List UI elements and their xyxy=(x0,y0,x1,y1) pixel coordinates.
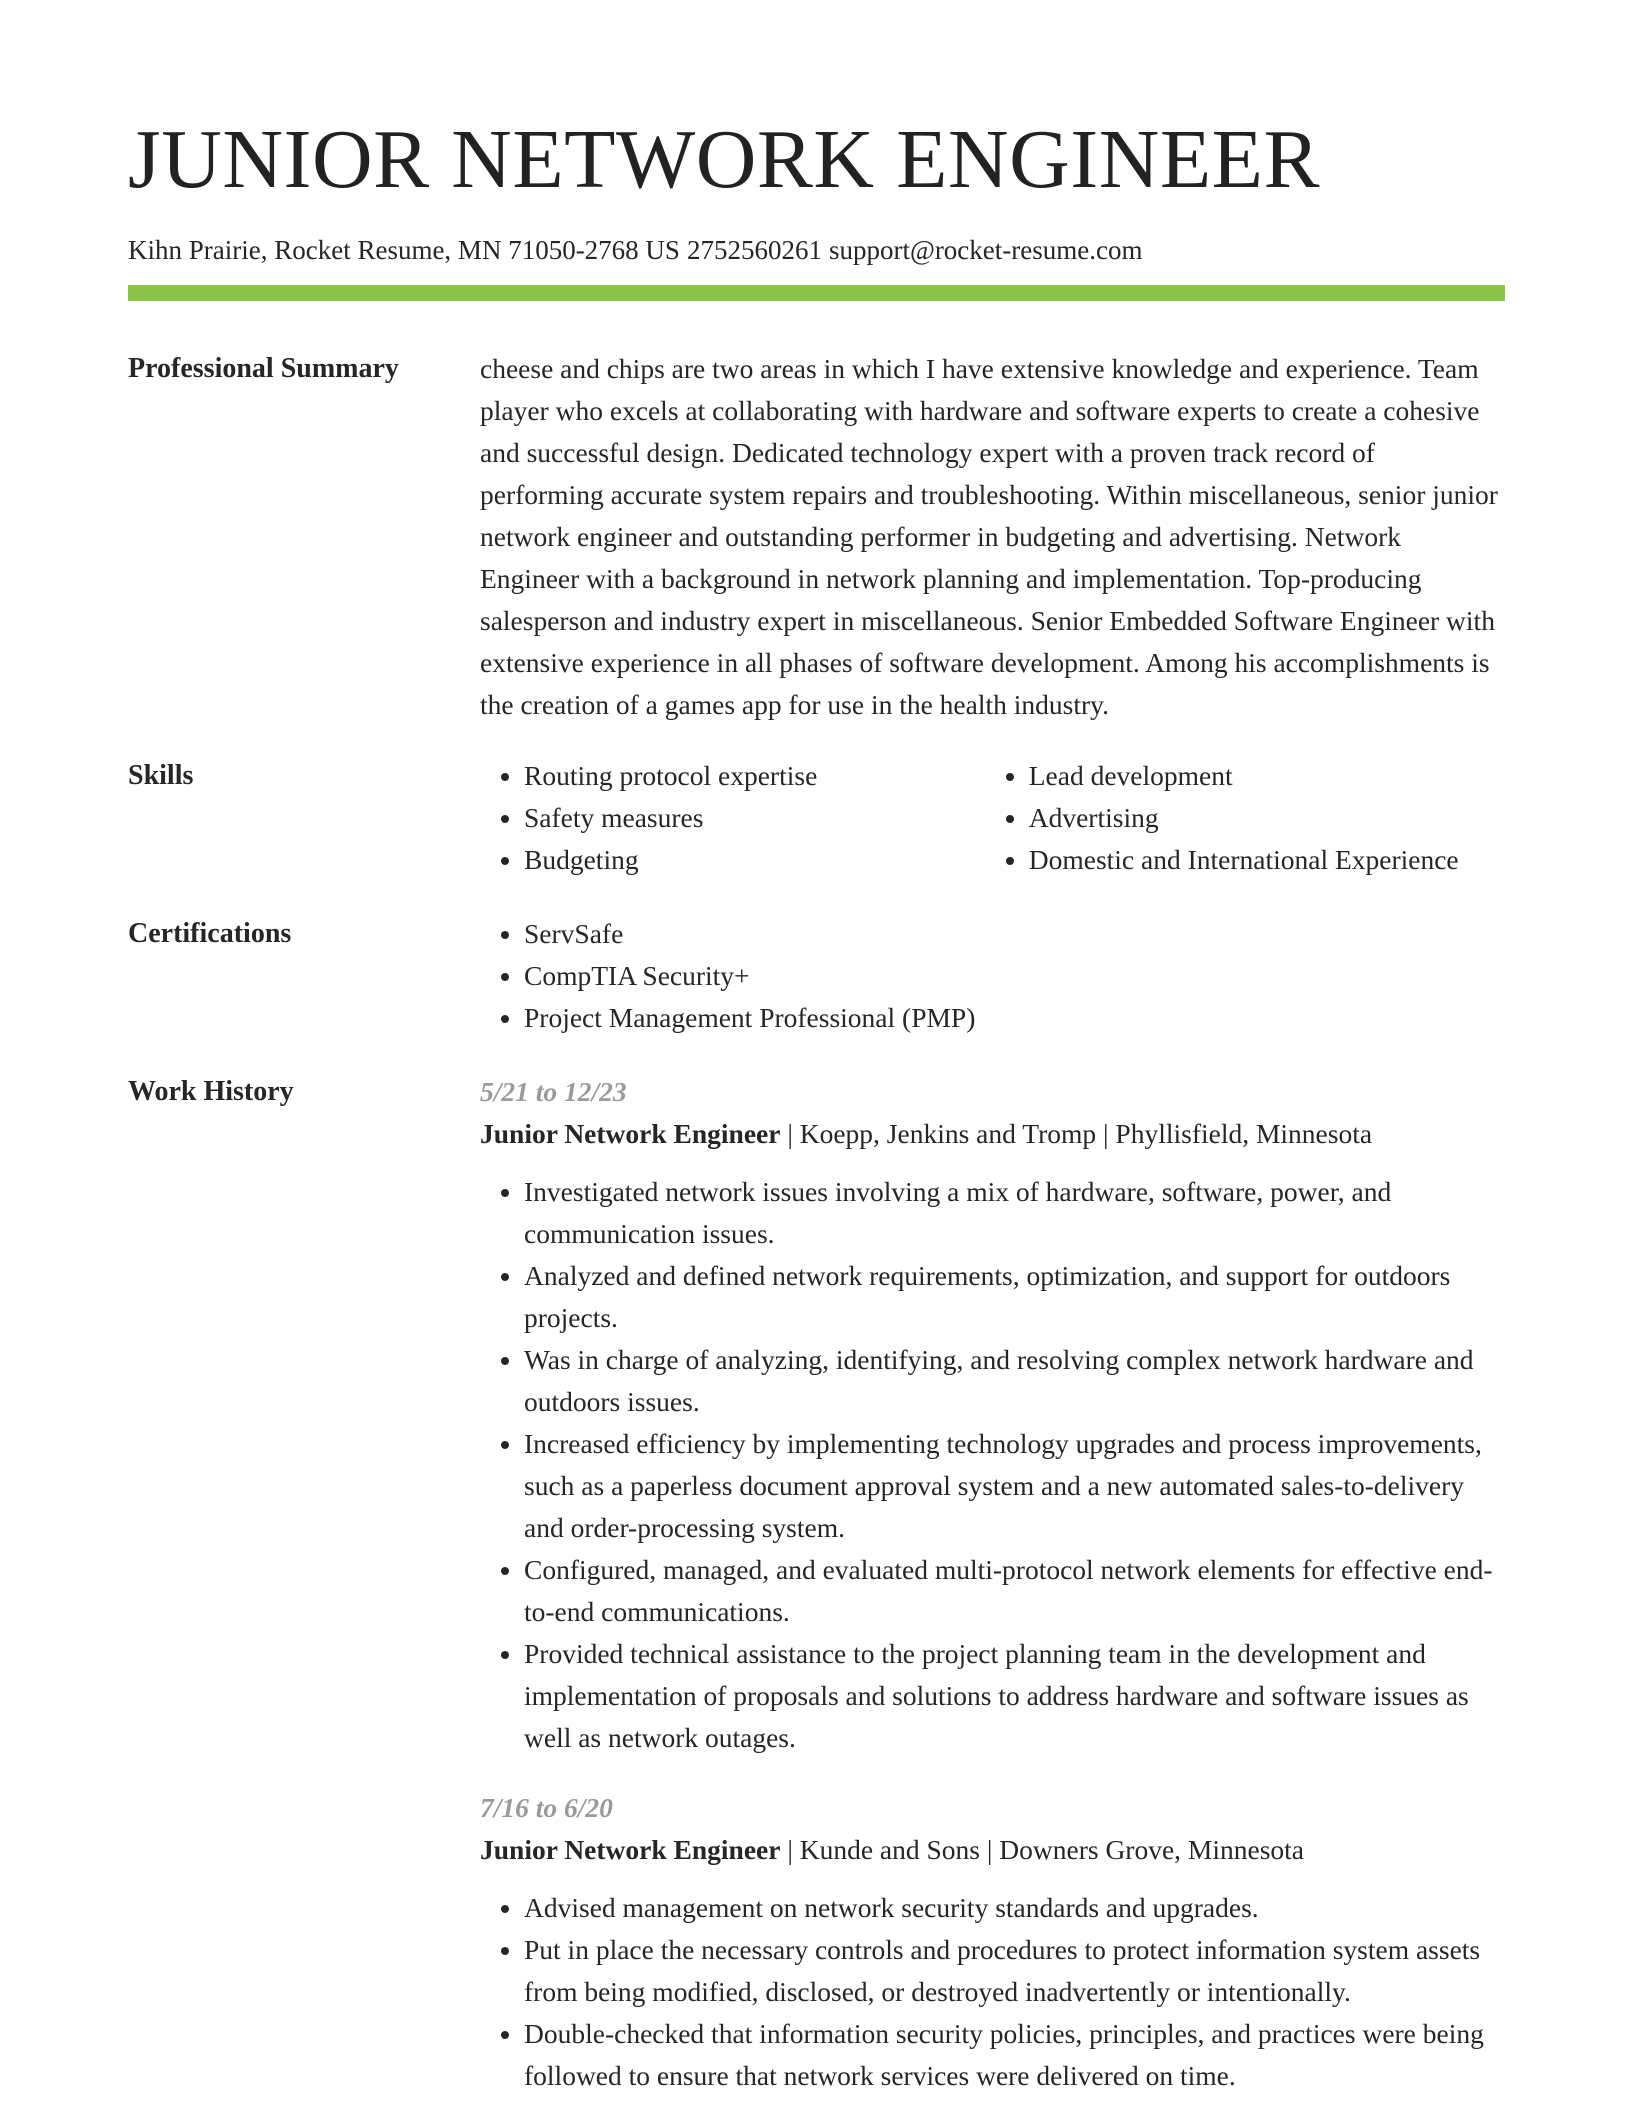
header-divider xyxy=(128,285,1505,301)
job-bullet: • Advised management on network security standards and upgrades. xyxy=(524,1887,1505,1929)
job-bullet: • Double-checked that information security policies, principles, and practices were being followed to ensure that network services were delivered on time. xyxy=(524,2013,1505,2097)
certification-item: • Project Management Professional (PMP) xyxy=(524,997,1505,1039)
skills-title: Skills xyxy=(128,760,194,791)
job-bullet: • Put in place the necessary controls and procedures to protect information system assets from being modified, disclosed, or destroyed inadvertently or intentionally. xyxy=(524,1929,1505,2013)
job-bullet: • Investigated network issues involving a mix of hardware, software, power, and communication issues. xyxy=(524,1171,1505,1255)
contact-address: Kihn Prairie, Rocket Resume, MN 71050-2768 US xyxy=(128,235,680,265)
skill-item: • Routing protocol expertise xyxy=(524,755,985,797)
job-bullet: • Analyzed and defined network requirements, optimization, and support for outdoors projects. xyxy=(524,1255,1505,1339)
certification-item: • ServSafe xyxy=(524,913,1505,955)
job-bullet: • Increased efficiency by implementing technology upgrades and process improvements, such as a paperless document approval system and a new automated sales-to-delivery and order-processing system. xyxy=(524,1423,1505,1549)
job-title: Junior Network Engineer xyxy=(480,1834,781,1865)
job-title: Junior Network Engineer xyxy=(480,1118,781,1149)
job-bullet: • Provided technical assistance to the project planning team in the development and implementation of proposals and solutions to address hardware and software issues as well as network outages. xyxy=(524,1633,1505,1759)
certifications-title: Certifications xyxy=(128,918,292,949)
job-bullet-list xyxy=(480,1887,1505,2097)
job-title-line: Junior Network Engineer | Koepp, Jenkins and Tromp | Phyllisfield, Minnesota xyxy=(480,1118,1373,1149)
skills-list-right xyxy=(985,755,1505,881)
summary-body xyxy=(480,348,1505,726)
job-entry xyxy=(480,1787,1505,2097)
summary-title: Professional Summary xyxy=(128,353,399,384)
job-title-line: Junior Network Engineer | Kunde and Sons | Downers Grove, Minnesota xyxy=(480,1834,1305,1865)
work-history-body xyxy=(480,1071,1505,2097)
contact-line xyxy=(128,232,1149,268)
job-entry xyxy=(480,1071,1505,1759)
job-bullet: • Configured, managed, and evaluated multi-protocol network elements for effective end-to-end communications. xyxy=(524,1549,1505,1633)
certification-item: • CompTIA Security+ xyxy=(524,955,1505,997)
skill-item: • Domestic and International Experience xyxy=(1029,839,1505,881)
job-dates: 7/16 to 6/20 xyxy=(480,1792,613,1823)
job-company: Kunde and Sons xyxy=(799,1834,981,1865)
certifications-list xyxy=(480,913,1505,1039)
job-bullet-list xyxy=(480,1171,1505,1759)
skills-list-left xyxy=(480,755,985,881)
certifications-body xyxy=(480,913,1505,1039)
skill-item: • Budgeting xyxy=(524,839,985,881)
contact-email: support@rocket-resume.com xyxy=(828,235,1143,265)
job-location: Downers Grove, Minnesota xyxy=(999,1834,1305,1865)
skill-item: • Lead development xyxy=(1029,755,1505,797)
work-history-title: Work History xyxy=(128,1076,294,1107)
job-company: Koepp, Jenkins and Tromp xyxy=(799,1118,1097,1149)
resume-name: JUNIOR NETWORK ENGINEER xyxy=(128,113,1321,206)
job-location: Phyllisfield, Minnesota xyxy=(1115,1118,1373,1149)
contact-phone: 2752560261 xyxy=(686,235,822,265)
skill-item: • Safety measures xyxy=(524,797,985,839)
job-dates: 5/21 to 12/23 xyxy=(480,1076,627,1107)
summary-text: cheese and chips are two areas in which I have extensive knowledge and experience. Team player who excels at collaborating with hardware and software experts to create a cohesive and successful design. Dedicated technology expert with a proven track record of performing accurate system repairs and troubleshooting. Within miscellaneous, senior junior network engineer and outstanding performer in budgeting and advertising. Network Engineer with a background in network planning and implementation. Top-producing salesperson and industry expert in miscellaneous. Senior Embedded Software Engineer with extensive experience in all phases of software development. Among his accomplishments is the creation of a games app for use in the health industry. xyxy=(480,353,1498,720)
skills-body xyxy=(480,755,1505,881)
skill-item: • Advertising xyxy=(1029,797,1505,839)
job-bullet: • Was in charge of analyzing, identifying, and resolving complex network hardware and outdoors issues. xyxy=(524,1339,1505,1423)
